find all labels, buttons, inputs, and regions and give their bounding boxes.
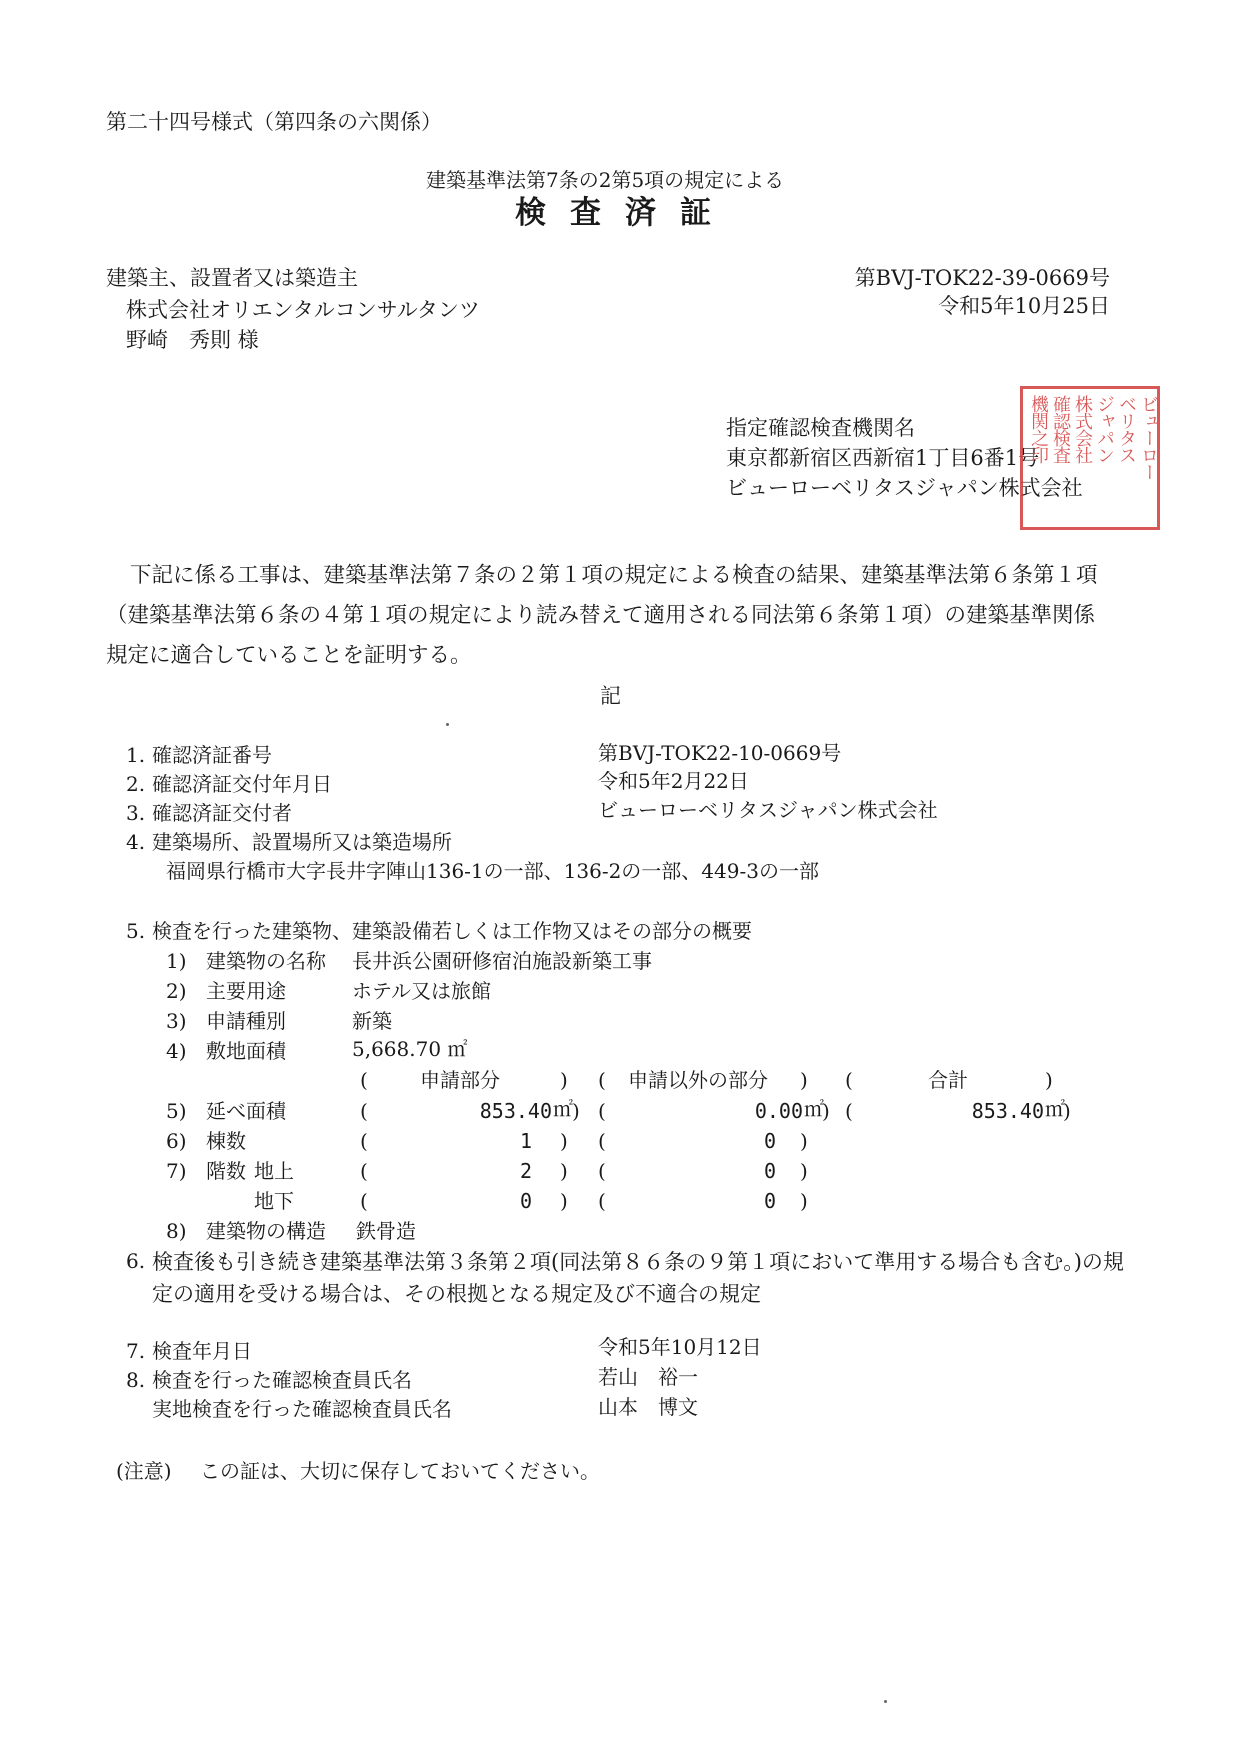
paren-open: ( <box>360 1159 368 1183</box>
sub-item-label: 建築物の構造 <box>206 1219 326 1243</box>
ki-heading: 記 <box>600 684 621 708</box>
stamp-column: 機関之印 <box>1028 395 1049 463</box>
item-number: 2. <box>126 772 146 796</box>
header-total: 合計 <box>928 1068 968 1092</box>
page-title: 検査済証 <box>515 195 735 231</box>
issuer-address: 東京都新宿区西新宿1丁目6番1号 <box>726 446 1040 470</box>
sub-item-number: 8) <box>166 1219 187 1243</box>
paren-close: ) <box>822 1099 830 1123</box>
item-number: 3. <box>126 801 146 825</box>
recipient-name: 野崎 秀則 様 <box>126 328 259 352</box>
paren-close: ) <box>1045 1068 1053 1092</box>
blocks-other: 0 <box>763 1129 776 1153</box>
structure-type: 鉄骨造 <box>356 1219 416 1243</box>
issue-date: 令和5年10月25日 <box>938 294 1110 318</box>
confirmation-issuer: ビューローベリタスジャパン株式会社 <box>598 798 938 822</box>
inspector-name: 若山 裕一 <box>598 1365 698 1389</box>
sub-item-number: 3) <box>166 1009 187 1033</box>
sub-item-label: 棟数 <box>206 1129 246 1153</box>
paren-open: ( <box>598 1068 606 1092</box>
sub-item-number: 4) <box>166 1039 187 1063</box>
paren-close: ) <box>572 1099 580 1123</box>
item-label: 建築場所、設置場所又は築造場所 <box>152 830 452 854</box>
certification-statement: 下記に係る工事は、建築基準法第７条の２第１項の規定による検査の結果、建築基準法第６条第１項（建築基準法第６条の４第１項の規定により読み替えて適用される同法第６条第１項）の建築基準関係規定に適合していることを証明する。 <box>106 563 1098 668</box>
inspection-date: 令和5年10月12日 <box>598 1335 762 1359</box>
stamp-column: ジャパン <box>1094 395 1115 463</box>
sub-item-number: 1) <box>166 949 187 973</box>
sub-item-number: 2) <box>166 979 187 1003</box>
construction-site: 福岡県行橋市大字長井字陣山136-1の一部、136-2の一部、449-3の一部 <box>166 859 819 883</box>
stamp-column: 株式会社 <box>1072 395 1093 463</box>
paren-open: ( <box>360 1189 368 1213</box>
recipient-company: 株式会社オリエンタルコンサルタンツ <box>126 298 480 322</box>
paren-close: ) <box>560 1159 568 1183</box>
above-ground-label: 地上 <box>254 1159 294 1183</box>
below-ground-label: 地下 <box>254 1189 294 1213</box>
item-label: 実地検査を行った確認検査員氏名 <box>152 1397 452 1421</box>
sub-item-number: 7) <box>166 1159 187 1183</box>
header-other: 申請以外の部分 <box>628 1068 768 1092</box>
floor-area-applied: 853.40 <box>479 1099 552 1123</box>
header-applied: 申請部分 <box>420 1068 500 1092</box>
stories-below-other: 0 <box>763 1189 776 1213</box>
paren-open: ( <box>598 1099 606 1123</box>
paren-open: ( <box>845 1099 853 1123</box>
item-label: 確認済証番号 <box>152 743 272 767</box>
site-area: 5,668.70 ㎡ <box>352 1037 468 1061</box>
paren-open: ( <box>845 1068 853 1092</box>
paren-close: ) <box>800 1189 808 1213</box>
paren-close: ) <box>1063 1099 1071 1123</box>
scan-speck <box>446 723 449 726</box>
sub-item-label: 階数 <box>206 1159 246 1183</box>
sub-item-label: 敷地面積 <box>206 1039 286 1063</box>
stamp-column: 確認検査 <box>1050 395 1071 463</box>
item-number: 8. <box>126 1368 146 1392</box>
onsite-inspector-name: 山本 博文 <box>598 1395 698 1419</box>
note-label: (注意) <box>116 1459 172 1483</box>
confirmation-date: 令和5年2月22日 <box>598 769 749 793</box>
stories-below-applied: 0 <box>519 1189 532 1213</box>
sub-item-label: 主要用途 <box>206 979 286 1003</box>
stories-above-other: 0 <box>763 1159 776 1183</box>
recipient-label: 建築主、設置者又は築造主 <box>106 266 358 290</box>
form-label: 第二十四号様式（第四条の六関係） <box>106 110 442 134</box>
confirmation-number: 第BVJ-TOK22-10-0669号 <box>598 741 842 765</box>
unit-sqm: ㎡ <box>804 1097 824 1121</box>
issuer-label: 指定確認検査機関名 <box>726 416 915 440</box>
item-number: 1. <box>126 743 146 767</box>
item-label: 確認済証交付者 <box>152 801 292 825</box>
paren-open: ( <box>598 1189 606 1213</box>
paren-close: ) <box>800 1068 808 1092</box>
note-text: この証は、大切に保存しておいてください。 <box>200 1459 600 1483</box>
unit-sqm: ㎡ <box>553 1097 573 1121</box>
item-number: 7. <box>126 1339 146 1363</box>
stamp-column: ビューロー <box>1138 395 1159 480</box>
item-label: 検査を行った建築物、建築設備若しくは工作物又はその部分の概要 <box>152 919 752 943</box>
item-number: 6. <box>126 1249 146 1273</box>
scan-speck <box>884 1700 887 1703</box>
paren-open: ( <box>360 1129 368 1153</box>
paren-open: ( <box>360 1099 368 1123</box>
subtitle: 建築基準法第7条の2第5項の規定による <box>426 168 785 192</box>
issuer-name: ビューローベリタスジャパン株式会社 <box>726 476 1083 500</box>
paren-close: ) <box>800 1129 808 1153</box>
sub-item-label: 建築物の名称 <box>206 949 326 973</box>
application-type: 新築 <box>352 1009 392 1033</box>
stamp-column: ベリタス <box>1116 395 1137 463</box>
floor-area-other: 0.00 <box>754 1099 803 1123</box>
paren-close: ) <box>560 1068 568 1092</box>
paren-open: ( <box>598 1129 606 1153</box>
blocks-applied: 1 <box>519 1129 532 1153</box>
paren-close: ) <box>560 1129 568 1153</box>
sub-item-number: 6) <box>166 1129 187 1153</box>
item-label: 検査年月日 <box>152 1339 252 1363</box>
paren-open: ( <box>598 1159 606 1183</box>
item-number: 4. <box>126 830 146 854</box>
item-label: 確認済証交付年月日 <box>152 772 332 796</box>
sub-item-number: 5) <box>166 1099 187 1123</box>
item-label: 検査を行った確認検査員氏名 <box>152 1368 412 1392</box>
sub-item-label: 延べ面積 <box>206 1099 286 1123</box>
paren-close: ) <box>560 1189 568 1213</box>
stories-above-applied: 2 <box>519 1159 532 1183</box>
main-use: ホテル又は旅館 <box>352 979 491 1003</box>
sub-item-label: 申請種別 <box>206 1009 286 1033</box>
paren-close: ) <box>800 1159 808 1183</box>
item-number: 5. <box>126 919 146 943</box>
floor-area-total: 853.40 <box>971 1099 1044 1123</box>
official-seal-stamp <box>1020 386 1160 530</box>
building-name: 長井浜公園研修宿泊施設新築工事 <box>352 949 652 973</box>
nonconformity-clause: 検査後も引き続き建築基準法第３条第２項(同法第８６条の９第１項において準用する場合も含む。)の規定の適用を受ける場合は、その根拠となる規定及び不適合の規定 <box>152 1250 1124 1306</box>
certificate-number: 第BVJ-TOK22-39-0669号 <box>854 266 1110 290</box>
unit-sqm: ㎡ <box>1045 1097 1065 1121</box>
paren-open: ( <box>360 1068 368 1092</box>
